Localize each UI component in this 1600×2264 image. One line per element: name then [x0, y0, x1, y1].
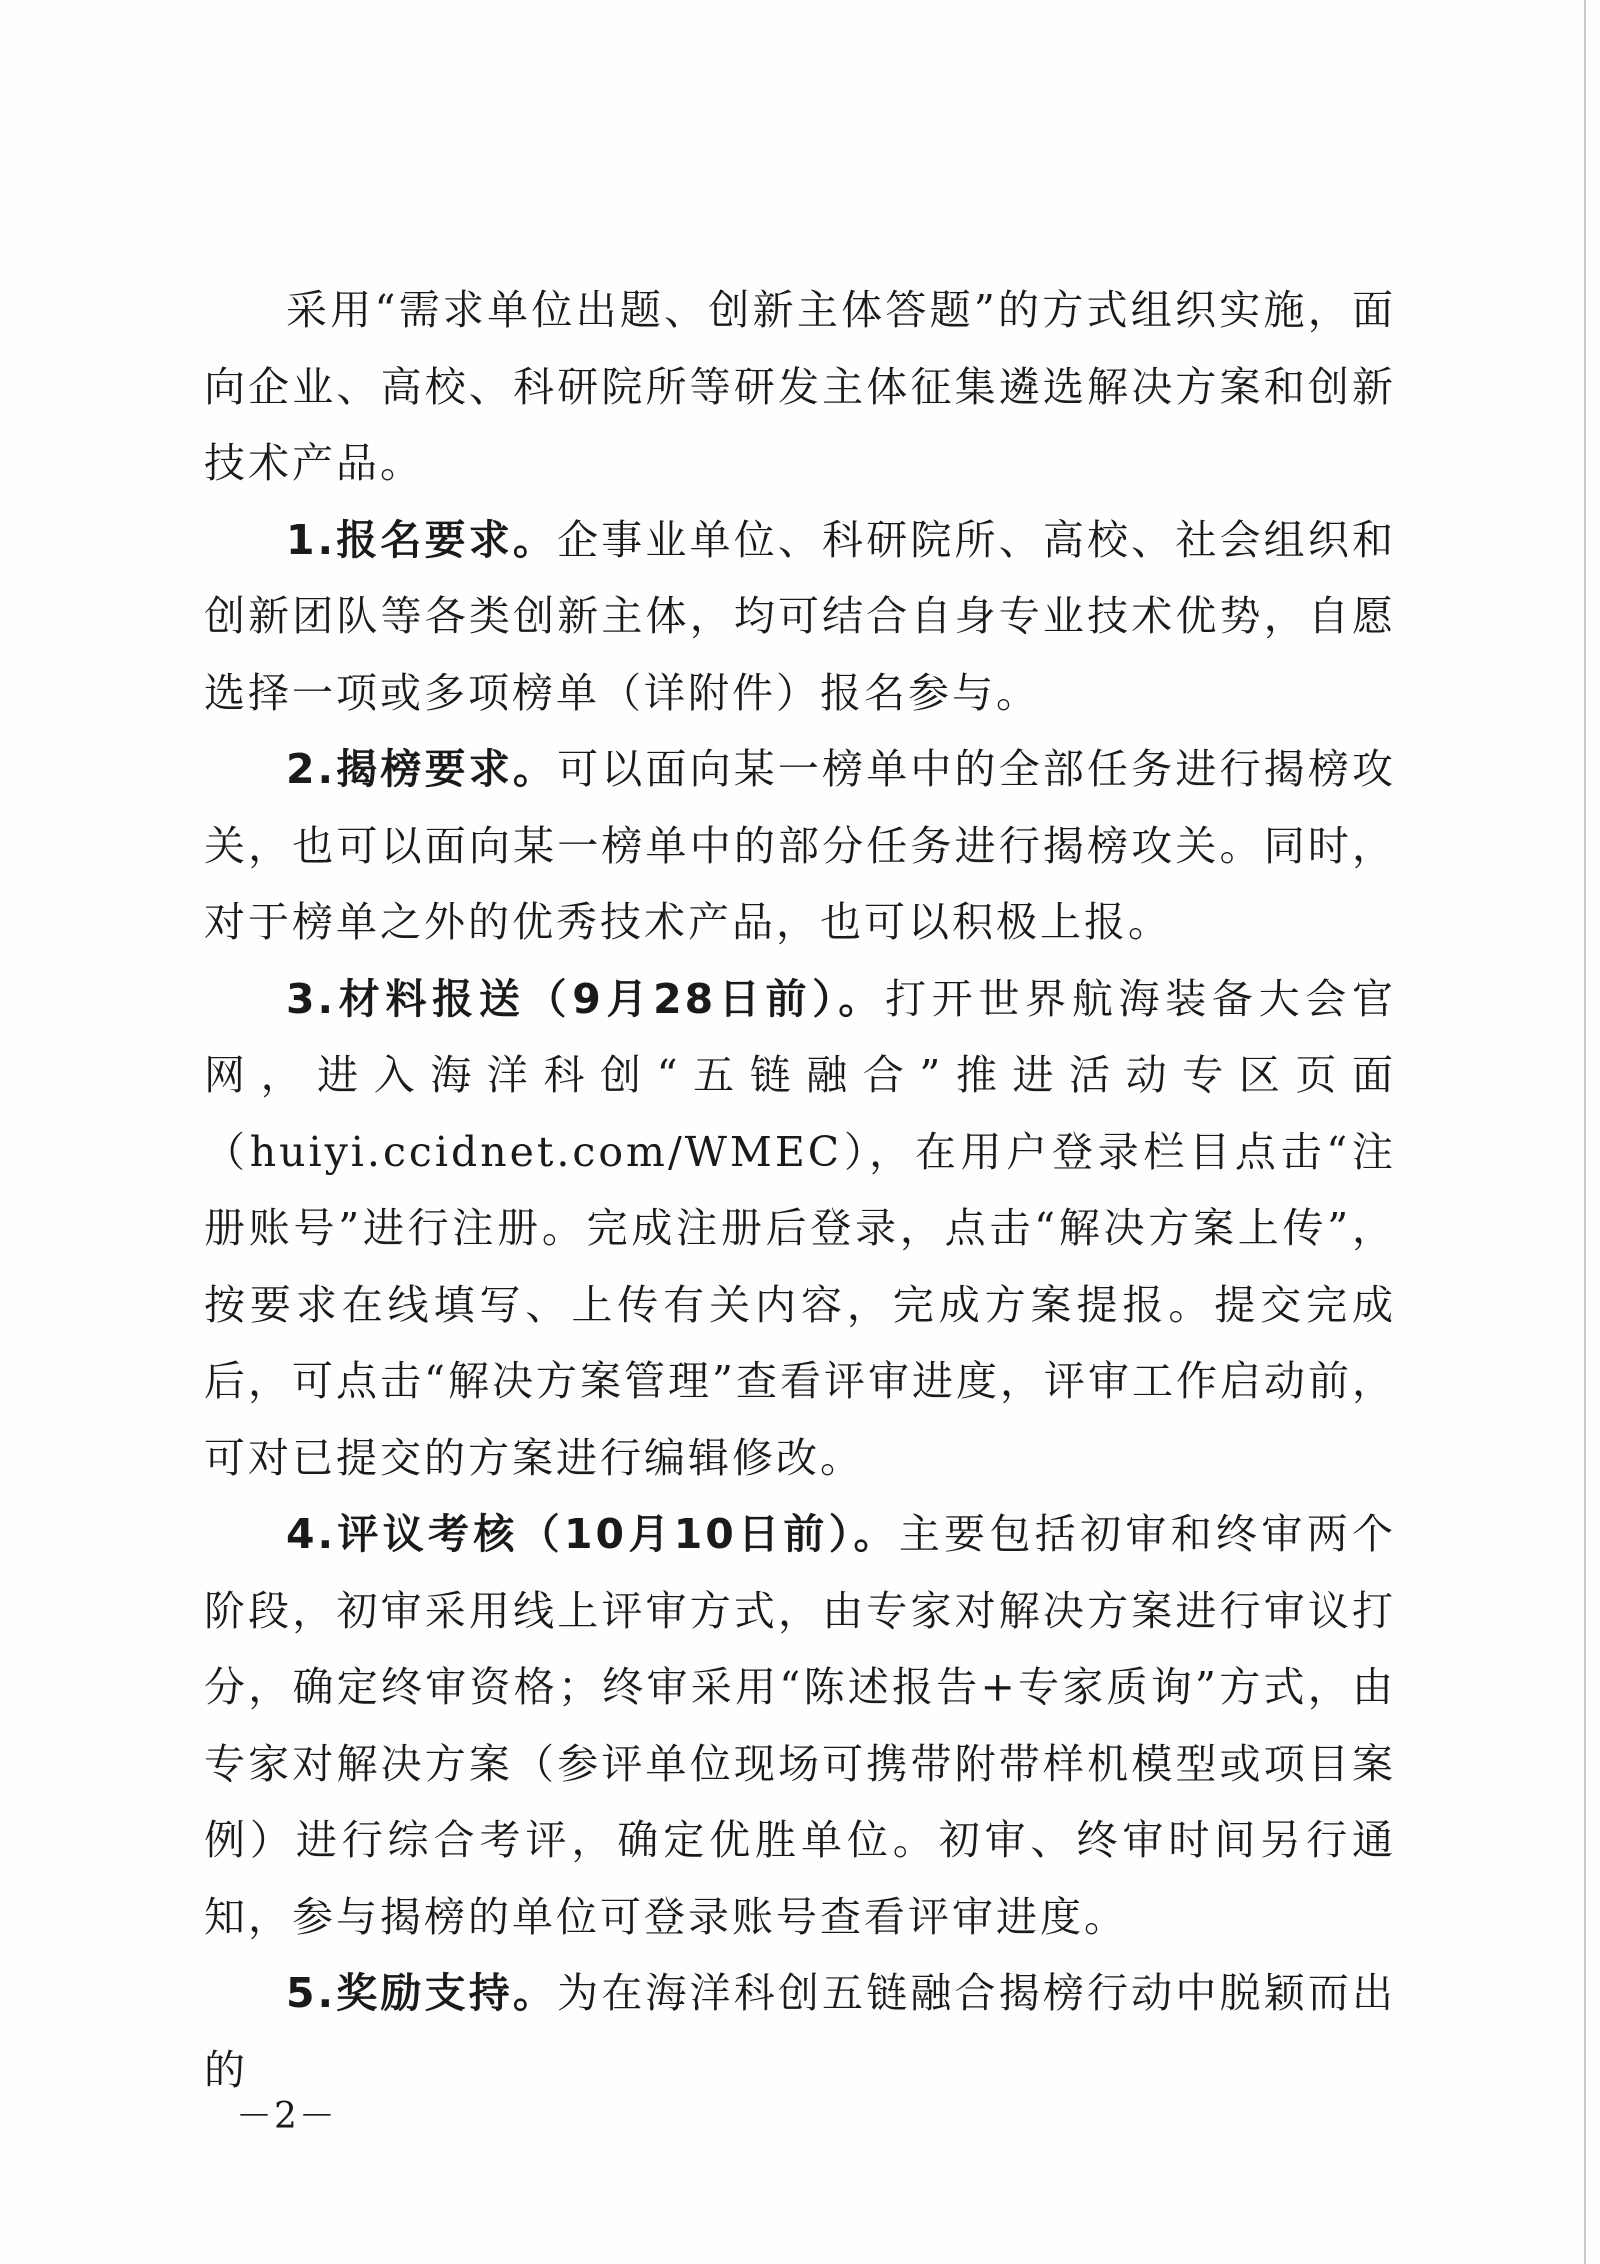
paragraph-text: 可以面向某一榜单中的全部任务进行揭榜攻关，也可以面向某一榜单中的部分任务进行揭榜攻关。同时，对于榜单之外的优秀技术产品，也可以积极上报。 — [204, 745, 1396, 946]
paragraph-intro — [204, 272, 1396, 502]
paragraph-text: 打开世界航海装备大会官网，进入海洋科创“五链融合”推进活动专区页面（huiyi.ccidnet.com/WMEC），在用户登录栏目点击“注册账号”进行注册。完成注册后登录，点击“解决方案上传”，按要求在线填写、上传有关内容，完成方案提报。提交完成后，可点击“解决方案管理”查看评审进度，评审工作启动前，可对已提交的方案进行编辑修改。 — [204, 974, 1396, 1482]
paragraph-lead: 2.揭榜要求。 — [286, 745, 558, 793]
document-body — [204, 272, 1396, 2108]
paragraph-text: 为在海洋科创五链融合揭榜行动中脱颖而出的 — [204, 1969, 1396, 2094]
paragraph-lead: 3.材料报送（9月28日前）。 — [286, 974, 886, 1023]
paragraph-material-submission — [204, 961, 1396, 1497]
paragraph-lead: 5.奖励支持。 — [286, 1969, 558, 2017]
paragraph-reward-support — [204, 1955, 1396, 2108]
scan-edge-line — [1584, 0, 1586, 2264]
paragraph-challenge-requirements — [204, 731, 1396, 961]
paragraph-review-assessment — [204, 1496, 1396, 1955]
paragraph-registration-requirements — [204, 502, 1396, 732]
paragraph-text: 主要包括初审和终审两个阶段，初审采用线上评审方式，由专家对解决方案进行审议打分，确定终审资格；终审采用“陈述报告+专家质询”方式，由专家对解决方案（参评单位现场可携带附带样机模型或项目案例）进行综合考评，确定优胜单位。初审、终审时间另行通知，参与揭榜的单位可登录账号查看评审进度。 — [204, 1510, 1397, 1941]
paragraph-text: 采用“需求单位出题、创新主体答题”的方式组织实施，面向企业、高校、科研院所等研发主体征集遴选解决方案和创新技术产品。 — [204, 286, 1396, 487]
page-number: －2－ — [236, 2096, 337, 2137]
paragraph-text: 企事业单位、科研院所、高校、社会组织和创新团队等各类创新主体，均可结合自身专业技术优势，自愿选择一项或多项榜单（详附件）报名参与。 — [204, 515, 1396, 717]
paragraph-lead: 1.报名要求。 — [286, 515, 558, 564]
paragraph-lead: 4.评议考核（10月10日前）。 — [286, 1510, 899, 1558]
